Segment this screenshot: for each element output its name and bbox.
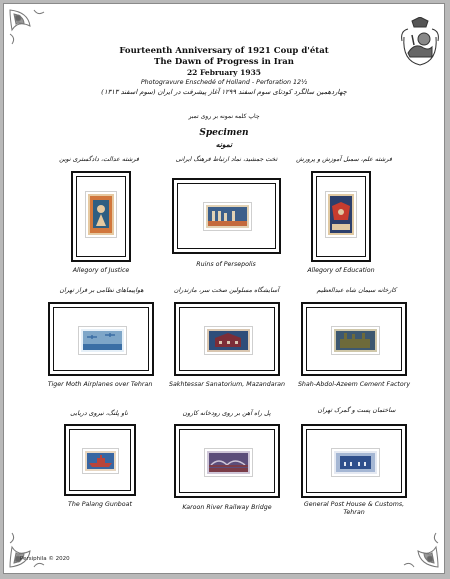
stamp-label: Sakhtessar Sanatorium, Mazandaran bbox=[168, 381, 286, 388]
specimen-heading-persian: نمونه bbox=[215, 140, 233, 149]
stamp-image-gunboat bbox=[83, 449, 118, 473]
persian-title: چهاردهمین سالگرد کودتای سوم اسفند ۱۲۹۹ آغاز پیشرفت در ایران (سوم اسفند ۱۳۱۳) bbox=[101, 88, 347, 96]
stamp-label: General Post House & Customs, Tehran bbox=[303, 501, 405, 516]
corner-ornament-bottom-left bbox=[8, 529, 48, 569]
footer-copyright bbox=[20, 556, 70, 562]
stamp-label-persian: هواپیماهای نظامی بر فراز تهران bbox=[59, 287, 144, 294]
printing-info: Photogravure Enschedé of Holland - Perforation 12½ bbox=[140, 79, 308, 86]
stamp-image-sanatorium bbox=[205, 327, 252, 354]
stamp-label: Shah-Abdol-Azeem Cement Factory bbox=[297, 381, 411, 388]
stamp-label: Karoon River Railway Bridge bbox=[182, 504, 272, 511]
stamp-label-persian: فرشته علم، سمبل آموزش و پرورش bbox=[296, 156, 392, 163]
specimen-heading: Specimen bbox=[199, 128, 249, 138]
stamp-label-persian: کارخانه سیمان شاه عبدالعظیم bbox=[316, 287, 397, 294]
stamp-image-cement-factory bbox=[332, 327, 379, 354]
specimen-note-persian: چاپ کلمه نمونه بر روی تمبر bbox=[188, 113, 260, 120]
stamp-frame bbox=[48, 302, 154, 376]
stamp-image-railway-bridge bbox=[205, 449, 252, 476]
stamp-frame bbox=[71, 171, 131, 262]
stamp-label-persian: ساختمان پست و گمرک تهران bbox=[317, 407, 396, 414]
stamp-image-airplanes bbox=[79, 327, 126, 354]
stamp-frame bbox=[64, 424, 136, 496]
stamp-label: Allegory of Justice bbox=[72, 267, 130, 274]
stamp-frame bbox=[301, 302, 407, 376]
stamp-image-education bbox=[326, 192, 356, 237]
stamp-image-persepolis bbox=[204, 203, 251, 230]
stamp-label: Tiger Moth Airplanes over Tehran bbox=[47, 381, 153, 388]
footer-year: © 2020 bbox=[48, 556, 70, 562]
stamp-label: The Palang Gunboat bbox=[67, 501, 132, 508]
stamp-label: Allegory of Education bbox=[307, 267, 375, 274]
corner-ornament-top-left bbox=[8, 8, 48, 48]
stamp-image-justice bbox=[86, 192, 116, 237]
page-subtitle: The Dawn of Progress in Iran bbox=[154, 57, 294, 67]
stamp-frame bbox=[301, 424, 407, 498]
stamp-label-persian: ناو پلنگ، نیروی دریایی bbox=[70, 410, 128, 417]
stamp-label-persian: پل راه آهن بر روی رودخانه کارون bbox=[182, 410, 271, 417]
stamp-label-persian: فرشته عدالت، دادگستری نوین bbox=[59, 156, 139, 163]
issue-date: 22 February 1935 bbox=[186, 68, 262, 77]
stamp-label-persian: تخت جمشید، نماد ارتباط فرهنگ ایرانی bbox=[175, 156, 278, 163]
footer-brand: Persiphila bbox=[20, 556, 47, 562]
stamp-label: Ruins of Persepolis bbox=[196, 261, 256, 268]
stamp-frame bbox=[172, 178, 281, 254]
stamp-frame bbox=[174, 424, 280, 498]
stamp-frame bbox=[174, 302, 280, 376]
corner-ornament-bottom-right bbox=[400, 529, 440, 569]
album-page bbox=[3, 3, 445, 574]
stamp-image-post-house bbox=[332, 449, 379, 476]
stamp-frame bbox=[311, 171, 371, 262]
page-title: Fourteenth Anniversary of 1921 Coup d'état bbox=[119, 46, 329, 56]
stamp-label-persian: آسایشگاه مسلولین صخت سر، مازندران bbox=[173, 287, 280, 294]
